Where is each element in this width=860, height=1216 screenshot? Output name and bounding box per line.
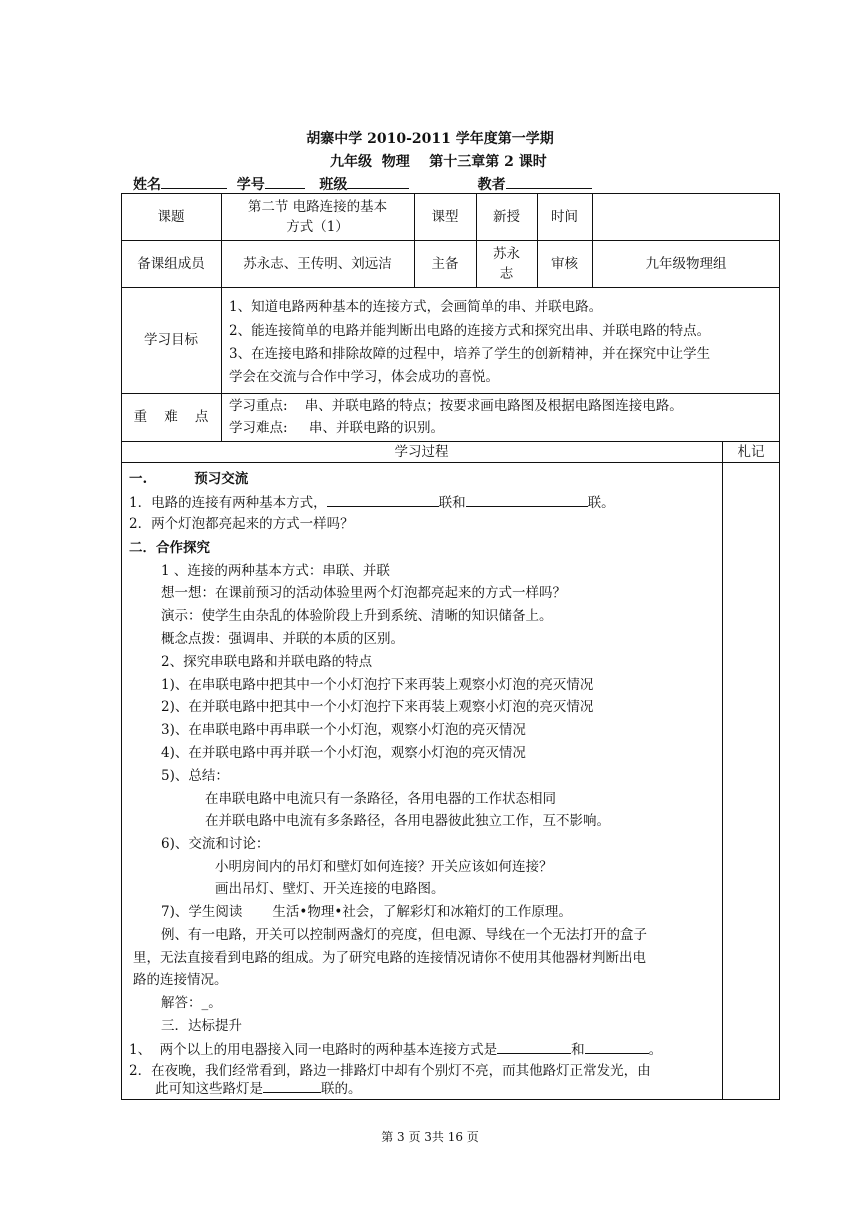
paragraph: 5)、总结： (161, 768, 229, 784)
test-question-1-text-c: 。 (648, 1042, 663, 1058)
student-id-blank (265, 173, 305, 189)
teacher-label: 教者 (477, 177, 506, 193)
notes-header: 札记 (737, 443, 765, 460)
type-label: 课型 (431, 208, 459, 225)
type-value: 新授 (493, 208, 520, 225)
topic-value (221, 193, 414, 240)
paragraph: 4)、在并联电路中再并联一个小灯泡，观察小灯泡的亮灭情况 (161, 745, 526, 761)
paragraph: 1 、连接的两种基本方式：串联、并联 (161, 563, 390, 579)
members-value: 苏永志、王传明、刘远洁 (243, 255, 392, 272)
preparer-value (476, 240, 537, 287)
paragraph: 小明房间内的吊灯和壁灯如何连接？开关应该如何连接？ (215, 859, 553, 875)
name-label: 姓名 (133, 177, 161, 193)
question-1-text-a: 1．电路的连接有两种基本方式， (129, 495, 327, 511)
members-label: 备课组成员 (137, 255, 205, 272)
col-divider (722, 441, 723, 1100)
section-1-title: 一. 预习交流 (129, 471, 249, 487)
page-number: 第 3 页 3共 16 页 (381, 1130, 479, 1144)
question-1 (129, 492, 615, 513)
topic-value-line2: 方式（1） (286, 218, 349, 235)
key-point-line: 学习难点: 串、并联电路的识别。 (229, 420, 445, 436)
goals-label: 学习目标 (144, 332, 198, 348)
paragraph: 画出吊灯、壁灯、开关连接的电路图。 (215, 881, 445, 897)
time-value (592, 193, 780, 240)
paragraph: 1)、在串联电路中把其中一个小灯泡拧下来再装上观察小灯泡的亮灭情况 (161, 677, 594, 693)
topic-value-line1: 第二节 电路连接的基本 (247, 198, 388, 215)
answer-blank (497, 1039, 571, 1054)
test-question-2-text-b: 此可知这些路灯是 (155, 1081, 263, 1097)
name-blank (161, 173, 227, 189)
preparer-label: 主备 (431, 255, 459, 272)
paragraph: 路的连接情况。 (133, 972, 228, 988)
student-id-label: 学号 (236, 177, 265, 193)
key-point-line: 学习重点: 串、并联电路的特点；按要求画电路图及根据电路图连接电路。 (229, 398, 683, 414)
answer-blank (585, 1039, 649, 1054)
paragraph: 7)、学生阅读 生活•物理•社会，了解彩灯和冰箱灯的工作原理。 (161, 904, 572, 920)
paragraph: 例、有一电路，开关可以控制两盏灯的亮度，但电源、导线在一个无法打开的盒子 (161, 927, 647, 943)
document-title: 胡寨中学 2010-2011 学年度第一学期 (306, 131, 554, 147)
test-question-2-text-c: 联的。 (321, 1081, 362, 1097)
preparer-value-line1: 苏永 (493, 245, 520, 262)
time-label: 时间 (551, 208, 578, 225)
paragraph: 在串联电路中电流只有一条路径，各用电器的工作状态相同 (205, 791, 556, 807)
test-question-1-text-b: 和 (571, 1042, 585, 1058)
goal-line: 1、知道电路两种基本的连接方式，会画简单的串、并联电路。 (229, 299, 603, 315)
test-question-2-cont (155, 1078, 362, 1099)
test-question-2: 2．在夜晚，我们经常看到，路边一排路灯中却有个别灯不亮，而其他路灯正常发光，由 (129, 1063, 651, 1079)
key-points-label (121, 393, 221, 441)
goal-line: 学会在交流与合作中学习，体会成功的喜悦。 (229, 369, 499, 385)
key-points-label-text: 重 难 点 (133, 409, 209, 425)
teacher-blank (506, 173, 592, 189)
review-label: 审核 (551, 255, 578, 272)
answer-blank (327, 492, 439, 507)
section-3-title: 三．达标提升 (161, 1018, 242, 1034)
paragraph: 想一想：在课前预习的活动体验里两个灯泡都亮起来的方式一样吗？ (161, 585, 566, 601)
paragraph: 概念点拨：强调串、并联的本质的区别。 (161, 631, 404, 647)
paragraph: 解答：_。 (161, 995, 222, 1011)
answer-blank (466, 492, 588, 507)
goal-line: 3、在连接电路和排除故障的过程中，培养了学生的创新精神，并在探究中让学生 (229, 346, 711, 362)
paragraph: 在并联电路中电流有多条路径，各用电器彼此独立工作，互不影响。 (205, 813, 610, 829)
topic-label: 课题 (157, 208, 185, 225)
class-blank (347, 173, 409, 189)
paragraph: 演示：使学生由杂乱的体验阶段上升到系统、清晰的知识储备上。 (161, 608, 553, 624)
paragraph: 里，无法直接看到电路的组成。为了研究电路的连接情况请你不使用其他器材判断出电 (133, 950, 646, 966)
student-info-row (133, 173, 592, 194)
paragraph: 2、探究串联电路和并联电路的特点 (161, 654, 373, 670)
question-1-text-c: 联。 (587, 495, 615, 511)
document-subtitle: 九年级 物理 第十三章第 2 课时 (330, 154, 547, 170)
answer-blank (263, 1078, 321, 1093)
process-header: 学习过程 (394, 443, 449, 460)
paragraph: 3)、在串联电路中再串联一个小灯泡，观察小灯泡的亮灭情况 (161, 722, 526, 738)
question-2: 2．两个灯泡都亮起来的方式一样吗？ (129, 516, 354, 532)
preparer-value-line2: 志 (499, 265, 514, 282)
row-divider (121, 462, 780, 463)
test-question-1 (129, 1039, 662, 1060)
goal-line: 2、能连接简单的电路并能判断出电路的连接方式和探究出串、并联电路的特点。 (229, 323, 711, 339)
section-2-title: 二．合作探究 (129, 540, 210, 556)
paragraph: 6)、交流和讨论： (161, 836, 270, 852)
review-value: 九年级物理组 (645, 255, 727, 272)
paragraph: 2)、在并联电路中把其中一个小灯泡拧下来再装上观察小灯泡的亮灭情况 (161, 699, 594, 715)
test-question-1-text-a: 1、 两个以上的用电器接入同一电路时的两种基本连接方式是 (129, 1042, 498, 1058)
question-1-text-b: 联和 (438, 495, 466, 511)
class-label: 班级 (319, 177, 348, 193)
